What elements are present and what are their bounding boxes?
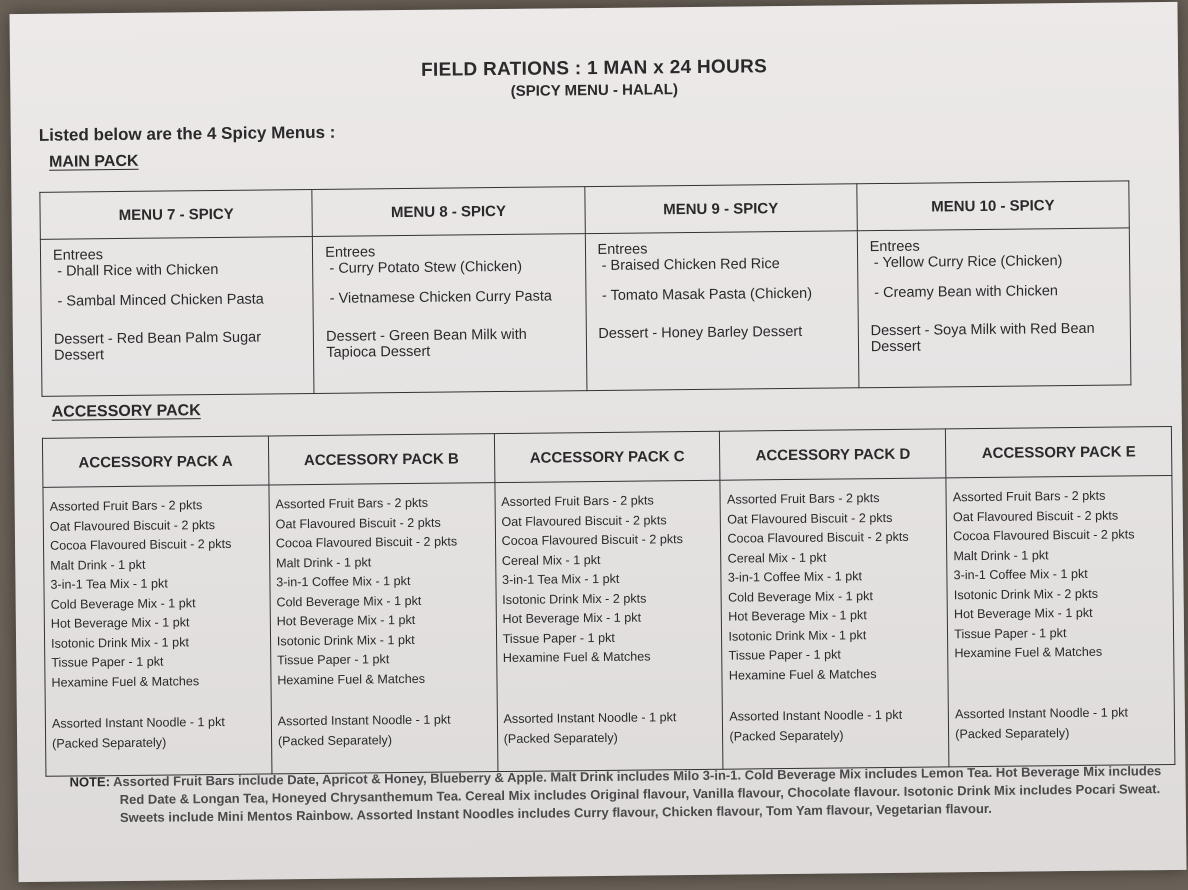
list-item: Hexamine Fuel & Matches — [277, 671, 426, 687]
list-item: Assorted Fruit Bars - 2 pkts — [275, 495, 429, 512]
accessory-pack-table — [42, 426, 1175, 777]
note-paragraph — [69, 762, 1180, 828]
list-item-spacer — [503, 666, 717, 688]
note-label: NOTE: — [69, 774, 111, 790]
list-item: Hexamine Fuel & Matches — [502, 649, 651, 666]
list-item: Tissue Paper - 1 pkt — [954, 625, 1067, 641]
packed-separately-note: (Packed Separately) — [729, 727, 844, 744]
noodle-item: Assorted Instant Noodle - 1 pkt — [503, 710, 677, 727]
list-item: Hot Beverage Mix - 1 pkt — [276, 612, 416, 629]
document-subtitle: (SPICY MENU - HALAL) — [510, 81, 679, 100]
ration-sheet — [9, 2, 1186, 882]
packed-separately-note: (Packed Separately) — [955, 725, 1070, 741]
dessert-item: Dessert - Soya Milk with Red Bean Dessert — [870, 320, 1095, 356]
entree-item: - Yellow Curry Rice (Chicken) — [873, 253, 1063, 272]
noodle-item: Assorted Instant Noodle - 1 pkt — [954, 705, 1129, 722]
list-item: Tissue Paper - 1 pkt — [51, 654, 164, 670]
entree-item: - Sambal Minced Chicken Pasta — [57, 291, 264, 310]
packed-separately-note: (Packed Separately) — [277, 732, 393, 748]
list-item: Cereal Mix - 1 pkt — [501, 552, 601, 568]
list-item: Hot Beverage Mix - 1 pkt — [50, 615, 190, 631]
menu-8-cell — [313, 234, 587, 394]
entree-item: - Creamy Bean with Chicken — [874, 283, 1059, 302]
main-pack-heading: MAIN PACK — [48, 152, 139, 171]
menu-9-cell — [585, 231, 859, 391]
pack-c-cell — [495, 480, 724, 771]
list-item: Isotonic Drink Mix - 1 pkt — [728, 627, 867, 644]
list-item: 3-in-1 Coffee Mix - 1 pkt — [953, 566, 1088, 583]
list-item: Isotonic Drink Mix - 1 pkt — [276, 632, 415, 648]
list-item: Tissue Paper - 1 pkt — [502, 630, 615, 646]
list-item-spacer — [955, 662, 1169, 684]
list-item: 3-in-1 Coffee Mix - 1 pkt — [727, 569, 863, 585]
noodle-item: Assorted Instant Noodle - 1 pkt — [729, 707, 903, 724]
menu-10-header: MENU 10 - SPICY — [857, 181, 1130, 231]
list-item: Oat Flavoured Biscuit - 2 pkts — [727, 510, 893, 527]
list-item: Hexamine Fuel & Matches — [728, 666, 877, 683]
list-item: Assorted Fruit Bars - 2 pkts — [726, 491, 880, 507]
document-title: FIELD RATIONS : 1 MAN x 24 HOURS — [420, 56, 768, 81]
pack-d-cell — [720, 478, 949, 769]
list-item: Assorted Fruit Bars - 2 pkts — [501, 493, 654, 510]
list-item: Oat Flavoured Biscuit - 2 pkts — [49, 517, 216, 534]
list-item: Hot Beverage Mix - 1 pkt — [502, 610, 642, 627]
pack-c-header: ACCESSORY PACK C — [494, 431, 720, 482]
pack-b-cell — [269, 483, 498, 774]
list-item: Hot Beverage Mix - 1 pkt — [728, 608, 867, 624]
list-item: Cocoa Flavoured Biscuit - 2 pkts — [275, 534, 458, 551]
list-item: Isotonic Drink Mix - 2 pkts — [502, 591, 647, 607]
list-item: Oat Flavoured Biscuit - 2 pkts — [501, 512, 667, 529]
list-item: 3-in-1 Coffee Mix - 1 pkt — [276, 573, 411, 590]
entree-item: - Dhall Rice with Chicken — [57, 261, 219, 280]
list-item: Assorted Fruit Bars - 2 pkts — [952, 488, 1106, 505]
menu-10-cell — [857, 228, 1131, 388]
note-text: Assorted Fruit Bars include Date, Apricot & Honey, Blueberry & Apple. Malt Drink includes Milo 3-in-1. Cold Beverage Mix includes Lemon Tea. Hot Beverage Mix includes Red Date & Longan Tea, Honeyed Chrysanthemum Tea. Cereal Mix includes Original flavour, Vanilla flavour, Chocolate flavour. Isotonic Drink Mix includes Pocari Sweat. Sweets include Mini Mentos Rainbow. Assorted Instant Noodles includes Curry flavour, Chicken flavour, Tom Yam flavour, Vegetarian flavour. — [113, 763, 1162, 826]
title-block — [10, 52, 1178, 105]
list-item: Cocoa Flavoured Biscuit - 2 pkts — [501, 532, 683, 549]
entrees-label: Entrees — [325, 244, 376, 261]
list-item: Cold Beverage Mix - 1 pkt — [727, 588, 873, 605]
list-item: 3-in-1 Tea Mix - 1 pkt — [501, 571, 620, 588]
pack-a-header: ACCESSORY PACK A — [42, 436, 268, 487]
entrees-label: Entrees — [52, 247, 104, 264]
accessory-content-row — [43, 475, 1175, 776]
list-item: Hexamine Fuel & Matches — [51, 673, 200, 690]
list-item: Malt Drink - 1 pkt — [50, 557, 146, 573]
noodle-item: Assorted Instant Noodle - 1 pkt — [51, 714, 225, 731]
list-item: Cereal Mix - 1 pkt — [727, 550, 827, 566]
accessory-pack-heading: ACCESSORY PACK — [51, 402, 201, 421]
entree-item: - Vietnamese Chicken Curry Pasta — [329, 288, 552, 307]
dessert-item: Dessert - Honey Barley Dessert — [598, 323, 803, 342]
entree-item: - Tomato Masak Pasta (Chicken) — [601, 285, 813, 304]
list-item: Isotonic Drink Mix - 1 pkt — [51, 634, 190, 651]
list-item: Tissue Paper - 1 pkt — [728, 647, 841, 663]
list-item: Oat Flavoured Biscuit - 2 pkts — [952, 508, 1119, 524]
list-item: Malt Drink - 1 pkt — [953, 547, 1049, 563]
list-item: 3-in-1 Tea Mix - 1 pkt — [50, 576, 168, 592]
list-item: Cold Beverage Mix - 1 pkt — [50, 595, 196, 612]
dessert-item: Dessert - Red Bean Palm Sugar Dessert — [53, 329, 262, 364]
dessert-item: Dessert - Green Bean Milk with Tapioca Dessert — [326, 326, 527, 361]
pack-e-cell — [946, 475, 1175, 766]
pack-a-cell — [43, 485, 272, 776]
entrees-label: Entrees — [597, 241, 648, 258]
list-item: Cocoa Flavoured Biscuit - 2 pkts — [49, 536, 232, 553]
menu-9-header: MENU 9 - SPICY — [584, 184, 857, 234]
list-item: Hexamine Fuel & Matches — [954, 644, 1103, 661]
list-item: Hot Beverage Mix - 1 pkt — [953, 605, 1093, 622]
pack-d-header: ACCESSORY PACK D — [720, 429, 946, 480]
menu-8-header: MENU 8 - SPICY — [312, 187, 585, 237]
packed-separately-note: (Packed Separately) — [52, 735, 167, 751]
list-item: Cold Beverage Mix - 1 pkt — [276, 593, 422, 609]
pack-e-header: ACCESSORY PACK E — [946, 426, 1172, 477]
list-item: Assorted Fruit Bars - 2 pkts — [49, 498, 203, 514]
intro-text: Listed below are the 4 Spicy Menus : — [38, 122, 336, 145]
list-item: Oat Flavoured Biscuit - 2 pkts — [275, 515, 441, 531]
menu-7-header: MENU 7 - SPICY — [40, 189, 313, 239]
list-item: Tissue Paper - 1 pkt — [276, 652, 390, 668]
menu-7-cell — [40, 236, 314, 396]
main-pack-content-row — [40, 228, 1131, 396]
entrees-label: Entrees — [869, 238, 920, 256]
list-item: Cocoa Flavoured Biscuit - 2 pkts — [727, 529, 909, 546]
entree-item: - Braised Chicken Red Rice — [601, 256, 780, 274]
packed-separately-note: (Packed Separately) — [503, 730, 618, 746]
list-item: Isotonic Drink Mix - 2 pkts — [953, 586, 1099, 602]
list-item: Malt Drink - 1 pkt — [275, 554, 372, 570]
main-pack-table — [39, 180, 1131, 396]
list-item: Cocoa Flavoured Biscuit - 2 pkts — [953, 527, 1135, 544]
pack-b-header: ACCESSORY PACK B — [268, 434, 494, 485]
entree-item: - Curry Potato Stew (Chicken) — [329, 258, 523, 277]
noodle-item: Assorted Instant Noodle - 1 pkt — [277, 712, 451, 729]
